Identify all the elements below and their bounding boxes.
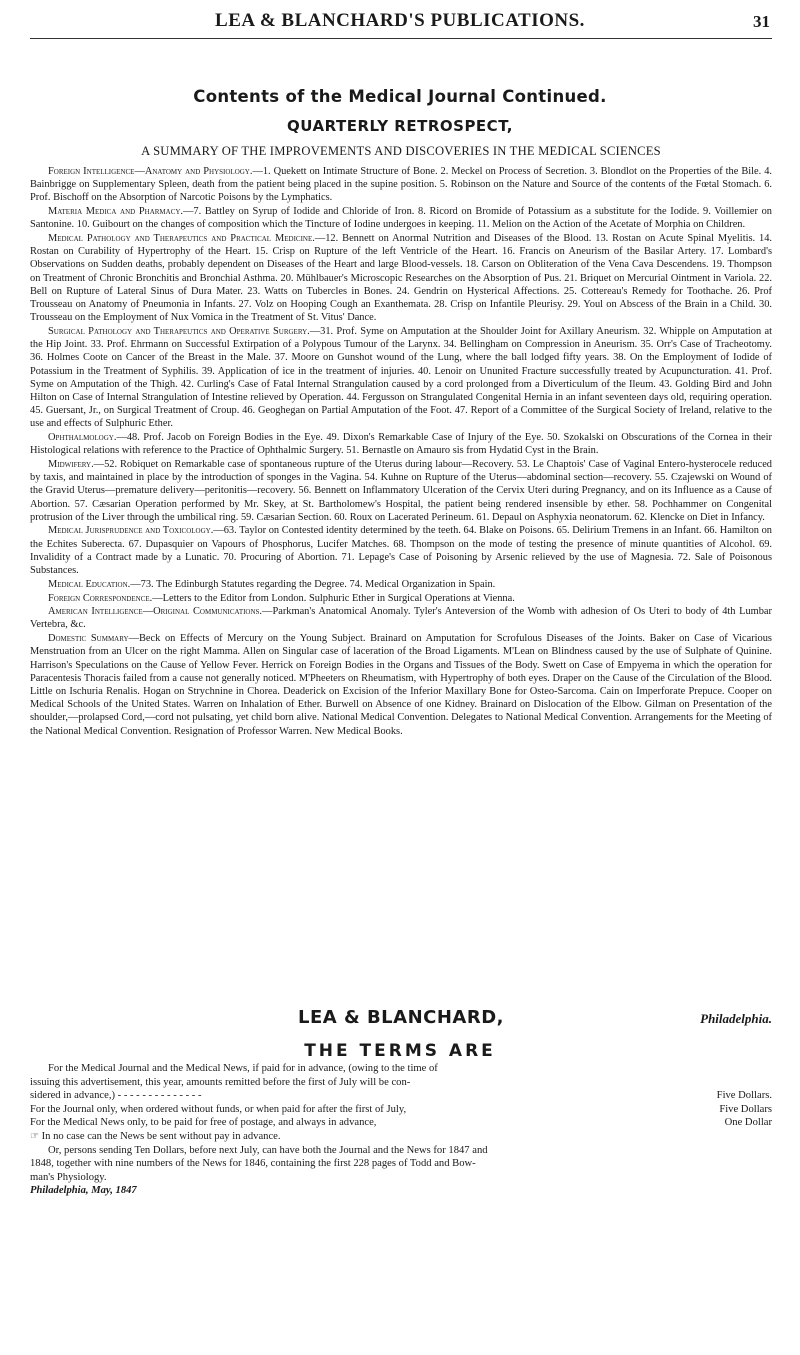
paragraph-american-intelligence: [30, 605, 772, 631]
terms-line: 1848, together with nine numbers of the News for 1846, containing the first 228 pages of Todd and Bow-: [30, 1158, 476, 1170]
paragraph-text: —Parkman's Anatomical Anomaly. Tyler's Anteversion of the Womb with adhesion of Os Uteri to body of 4th Lumbar Vertebra, &c.: [30, 606, 772, 631]
paragraph-text: —7. Battley on Syrup of Iodide and Chloride of Iron. 8. Ricord on Bromide of Potassium as a substitute for the Iodide. 9. Voillemier on Santonine. 10. Guibourt on the changes of composition which the Tincture of Iodine undergoes in keeping. 11. Melion on the Action of the Acetate of Morphia on Children.: [30, 206, 772, 231]
paragraph-materia-medica: [30, 205, 772, 231]
price-label: Five Dollars: [719, 1103, 772, 1115]
terms-line: issuing this advertisement, this year, amounts remitted before the first of July will be con-: [30, 1076, 411, 1088]
terms-title: THE TERMS ARE: [304, 1041, 496, 1061]
terms-price-row: [30, 1116, 772, 1130]
paragraph-lead: Midwifery.: [48, 458, 94, 470]
publisher-name: LEA & BLANCHARD,: [298, 1007, 504, 1028]
paragraph-lead: Medical Pathology and Therapeutics and Practical Medicine.: [48, 233, 315, 245]
paragraph-foreign-intelligence: [30, 165, 772, 205]
paragraph-lead: Foreign Correspondence.: [48, 592, 153, 604]
paragraph-lead: Domestic Summary: [48, 633, 129, 645]
header-rule: [30, 38, 772, 39]
paragraph-midwifery: [30, 458, 772, 524]
terms-line: sidered in advance,) - - - - - - - - - - - - - -: [30, 1090, 202, 1102]
paragraph-foreign-correspondence: [30, 592, 772, 605]
paragraph-text: —63. Taylor on Contested identity determined by the teeth. 64. Blake on Poisons. 65. Delirium Tremens in an Infant. 66. Hamilton on the Echites Suberecta. 67. Dupasquier on Vapours of Phosphorus, Lucifer Matches. 68. Thompson on the mode of testing the presence of minute quantities of Alcohol. 69. Invalidity of a Contract made by a Lunatic. 70. Procuring of Abortion. 71. Lepage's Case of Poisoning by Arsenic relieved by the use of Magnesia. 72. Sale of Poisonous Substances.: [30, 525, 772, 577]
paragraph-text: —52. Robiquet on Remarkable case of spontaneous rupture of the Uterus during labour—Recovery. 53. Le Chaptois' Case of Vaginal Entero-hysterocele reduced by taxis, and maintained in place by the introduction of sponges in the Vagina. 54. Kuhne on Rupture of the Uterus—abdominal section—recovery. 55. Czajewski on Wound of the Gravid Uterus—premature delivery—peritonitis—recovery. 56. Bennett on Inflammatory Ulceration of the Cervix Uteri during Pregnancy, and on its Influence as a Cause of Abortion. 57. Cæsarian Operation performed by Mr. Skey, at St. Bartholomew's Hospital, the patient being rendered insensible by ether. 58. Pochhammer on Congenital protrusion of the Liver through the umbilical ring. 59. Cæsarian Section. 60. Roux on Lacerated Perineum. 61. Depaul on Asphyxia neonatorum. 62. Klencke on Diet in Infancy.: [30, 458, 772, 523]
section-title: Contents of the Medical Journal Continued.: [193, 87, 607, 106]
paragraph-medical-pathology: [30, 232, 772, 324]
running-head-title: LEA & BLANCHARD'S PUBLICATIONS.: [215, 10, 585, 31]
page-number: 31: [753, 12, 770, 31]
paragraph-ophthalmology: [30, 431, 772, 457]
paragraph-text: —31. Prof. Syme on Amputation at the Shoulder Joint for Axillary Aneurism. 32. Whipple on Amputation at the Hip Joint. 33. Prof. Ehrmann on Successful Extirpation of a Polypous Tumour of the Larynx. 34. Bellingham on Compression in Aneurism. 35. Orr's Case of Tracheotomy. 36. Holmes Coote on Cancer of the Breast in the Male. 37. Moore on Gunshot wound of the Lung, where the ball lodged fifty years. 38. On the Employment of Iodide of Potassium in the Treatment of Syphilis. 39. Application of ice in the treatment of injuries. 40. Lenoir on Ununited Fracture successfully treated by Acupuncturation. 41. Prof. Syme on Amputation of the Thigh. 42. Curling's Case of Fatal Internal Strangulation caused by a cord prolonged from a Diverticulum of the Ileum. 43. Golding Bird and John Hilton on Case of Internal Strangulation of Intestine relieved by Operation. 44. Fergusson on Strangulated Congenital Hernia in an infant seventeen days old, requiring operation. 45. Guersant, Jr., on Surgical Treatment of Croup. 46. Geoghegan on Partial Amputation of the Foot. 47. Report of a Committee of the Surgical Society of Ireland, relative to the use and effects of Sulphuric Ether.: [30, 325, 772, 430]
paragraph-lead: Ophthalmology.: [48, 432, 117, 444]
price-label: One Dollar: [724, 1117, 772, 1129]
running-head: [0, 8, 800, 38]
paragraph-text: —Beck on Effects of Mercury on the Young Subject. Brainard on Amputation for Scrofulous Diseases of the Joints. Baker on Case of Vicarious Menstruation from an Ulcer on the right Mamma. Allen on Singular case of laceration of the Broad Ligaments. M'Lean on Blindness caused by the use of Sulphate of Quinine. Harrison's Speculations on the Cause of Yellow Fever. Herrick on Foreign Bodies in the Organs and Tissues of the Body. Swett on Case of Empyema in which the operation for Paracentesis Thoracis failed from a cause not generally noticed. M'Pheeters on Rheumatism, with Hypertrophy of both eyes. Draper on the Cause of the Circulation of the Blood. Little on Ischuria Renalis. Hogan on Strychnine in Chorea. Deaderick on Excision of the Inferior Maxillary Bone for Osteo-Sarcoma. Cain on Imperforate Prepuce. Cooper on Medical Schools of the United States. Warren on Inhalation of Ether. Burwell on Absence of one Kidney. Brainard on Dislocation of the Elbow. Gilman on Presentation of the shoulder,—prolapsed Cord,—cord not pulsating, yet child born alive. National Medical Convention. Delegates to National Medical Convention. Arrangements for the Meeting of the National Medical Convention. Resignation of Professor Warren. New Medical Books.: [30, 633, 772, 737]
terms-block: [30, 1062, 772, 1198]
paragraph-text: —12. Bennett on Anormal Nutrition and Diseases of the Blood. 13. Rostan on Acute Spinal Myelitis. 14. Rostan on Curability of Hypertrophy of the Heart. 15. Crisp on Rupture of the left Ventricle of the Heart. 16. Francis on Aneurism of the Basilar Artery. 17. Lombard's Observations on Sudden deaths, probably dependent on Diseases of the Heart and large Blood-vessels. 18. Carson on Obliteration of the Vena Cava Descendens. 19. Thompson on Treatment of Chronic Bronchitis and Bronchial Asthma. 20. Mühlbauer's Microscopic Researches on the Absorption of Pus. 21. Briquet on Mercurial Ointment in Variola. 22. Bell on Rupture of Lateral Sinus of Dura Mater. 23. Watts on Tubercles in Bones. 24. Gendrin on Hysterical Affections. 25. Cottereau's Remedy for Toothache. 26. Prof Trousseau on Anatomy of Pneumonia in Infants. 27. Volz on Hooping Cough an Exanthemata. 28. Crisp on Infantile Pleurisy. 29. Youl on Abscess of the Brain in a Child. 30. Trousseau on the Employment of Nux Vomica in the Treatment of St. Vitus' Dance.: [30, 233, 773, 324]
paragraph-medical-education: [30, 578, 772, 591]
section-summary-heading: A SUMMARY OF THE IMPROVEMENTS AND DISCOVERIES IN THE MEDICAL SCIENCES: [141, 144, 661, 158]
terms-notice-row: [30, 1130, 772, 1144]
paragraph-lead: Surgical Pathology and Therapeutics and Operative Surgery.: [48, 325, 310, 337]
paragraph-lead: Foreign Intelligence—Anatomy and Physiology.: [48, 166, 253, 177]
terms-price-row: [30, 1103, 772, 1117]
terms-date: Philadelphia, May, 1847: [30, 1185, 137, 1197]
paragraph-lead: American Intelligence—Original Communications.: [48, 606, 263, 618]
publisher-city: Philadelphia.: [700, 1011, 772, 1026]
paragraph-lead: Medical Education.: [48, 578, 131, 590]
terms-line: For the Medical News only, to be paid for free of postage, and always in advance,: [30, 1117, 377, 1129]
paragraph-surgical-pathology: [30, 325, 772, 431]
paragraph-domestic-summary: [30, 632, 772, 738]
price-label: Five Dollars.: [716, 1090, 772, 1102]
paragraph-text: —48. Prof. Jacob on Foreign Bodies in the Eye. 49. Dixon's Remarkable Case of Injury of the Eye. 50. Szokalski on Obscurations of the Cornea in their Histological relations with reference to the Practice of Ophthalmic Surgery. 51. Bernastle on Amauro sis from Hydatid Cyst in the Brain.: [30, 432, 772, 457]
paragraph-text: —Letters to the Editor from London. Sulphuric Ether in Surgical Operations at Vienna.: [152, 592, 515, 604]
pointing-hand-icon: ☞: [30, 1130, 39, 1142]
contents-body: [30, 165, 772, 738]
terms-line: man's Physiology.: [30, 1171, 107, 1183]
terms-line: In no case can the News be sent without pay in advance.: [41, 1130, 281, 1142]
publisher-line: [30, 1007, 772, 1028]
paragraph-lead: Materia Medica and Pharmacy.: [48, 206, 184, 218]
paragraph-text: —73. The Edinburgh Statutes regarding the Degree. 74. Medical Organization in Spain.: [130, 578, 496, 590]
paragraph-text: —1. Quekett on Intimate Structure of Bone. 2. Meckel on Process of Secretion. 3. Blondlot on the Properties of the Bile. 4. Bainbrigge on Supplementary Spleen, death from the patient being placed in the supine position. 5. Robinson on the Nature and Source of the contents of the Fœtal Stomach. 6. Prof. Bischoff on the Absorption of Narcotic Poisons by the Lymphatics.: [30, 166, 772, 204]
section-subtitle: QUARTERLY RETROSPECT,: [287, 117, 513, 135]
terms-price-row: [30, 1089, 772, 1103]
paragraph-lead: Medical Jurisprudence and Toxicology.: [48, 525, 214, 537]
terms-line: Or, persons sending Ten Dollars, before next July, can have both the Journal and the News for 1847 and: [48, 1144, 488, 1156]
terms-line: For the Medical Journal and the Medical News, if paid for in advance, (owing to the time of: [48, 1063, 438, 1074]
paragraph-jurisprudence: [30, 524, 772, 577]
terms-line: For the Journal only, when ordered without funds, or when paid for after the first of July,: [30, 1103, 407, 1115]
